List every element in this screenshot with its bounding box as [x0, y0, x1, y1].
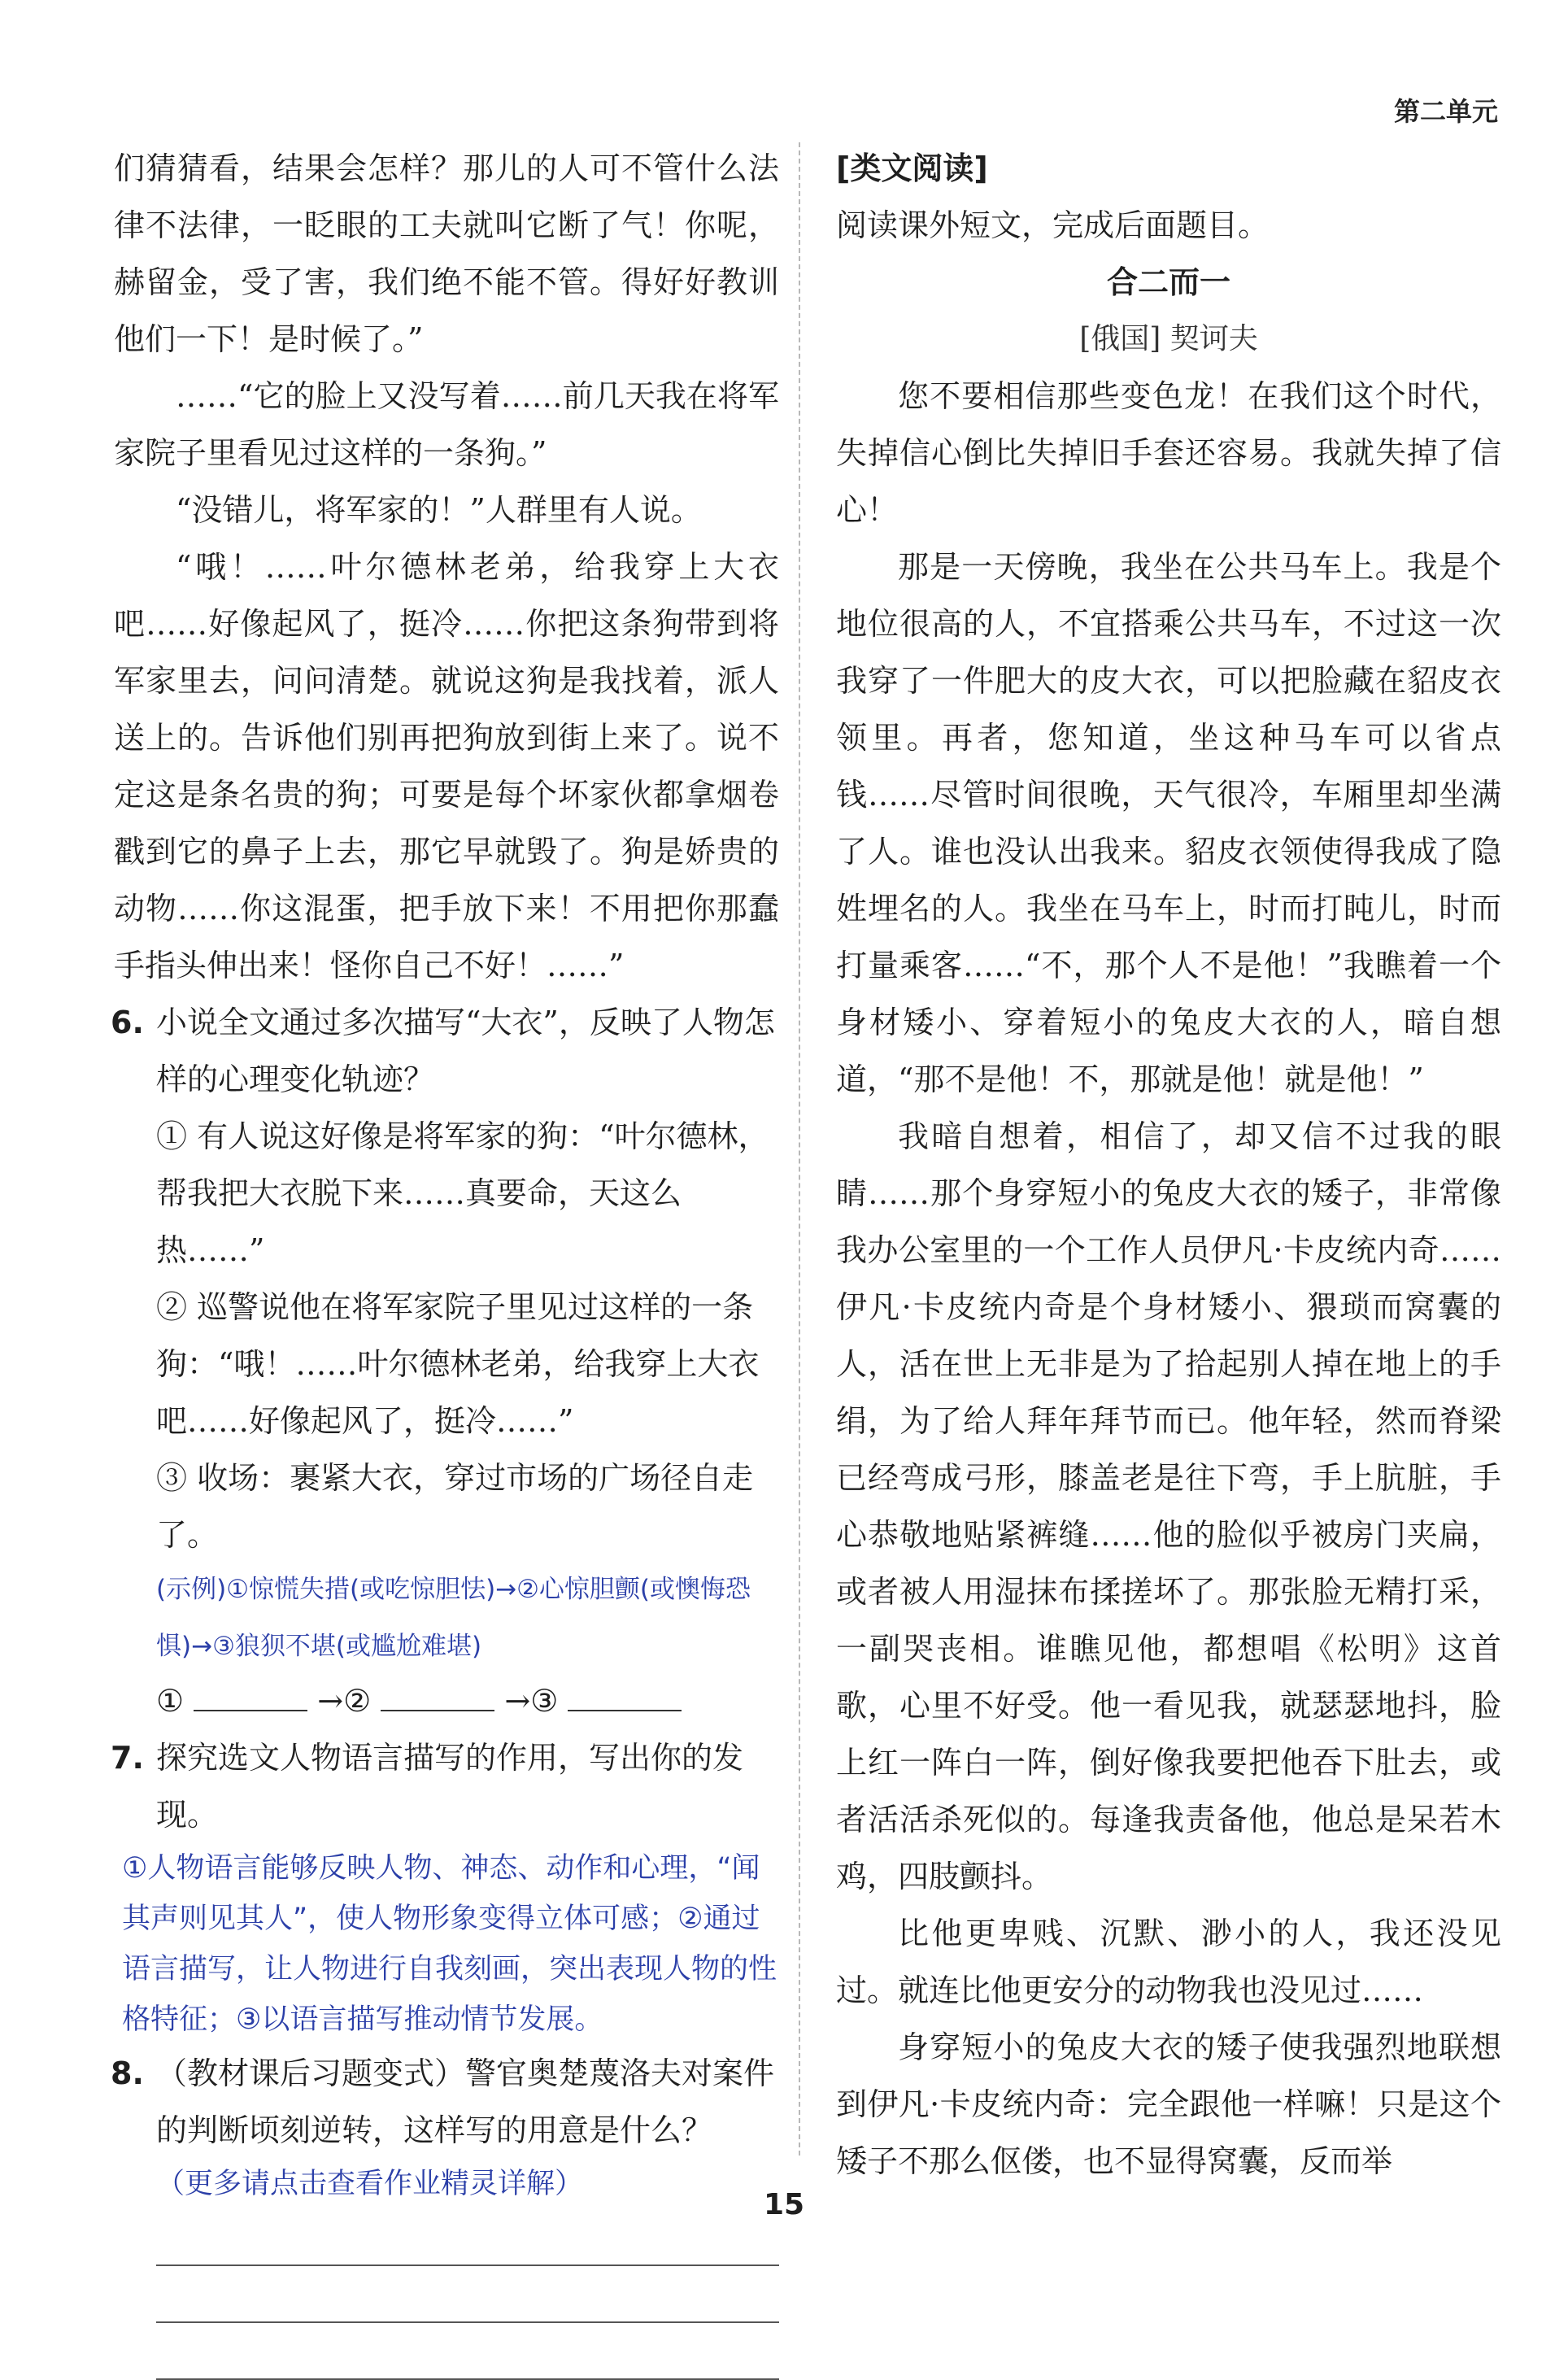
question-text: 小说全文通过多次描写“大衣”，反映了人物怎样的心理变化轨迹？: [156, 1005, 775, 1097]
article-paragraph: 那是一天傍晚，我坐在公共马车上。我是个地位很高的人，不宜搭乘公共马车，不过这一次我穿了一件肥大的皮大衣，可以把脸藏在貂皮衣领里。再者，您知道，坐这种马车可以省点钱……尽管时间很晚，天气很冷，车厢里却坐满了人。谁也没认出我来。貂皮衣领使得我成了隐姓埋名的人。我坐在马车上，时而打盹儿，时而打量乘客……“不，那个人不是他！”我瞧着一个身材矮小、穿着短小的兔皮大衣的人，暗自想道，“那不是他！不，那就是他！就是他！”: [836, 549, 1501, 1097]
story-paragraph: “没错儿，将军家的！”人群里有人说。: [176, 492, 702, 528]
article-paragraph: 您不要相信那些变色龙！在我们这个时代，失掉信心倒比失掉旧手套还容易。我就失掉了信心！: [836, 378, 1501, 528]
blank-label-1: ①: [156, 1683, 185, 1719]
left-column: [111, 140, 779, 2380]
article-title: 合二而一: [1106, 264, 1230, 300]
story-paragraph: ……“它的脸上又没写着……前几天我在将军家院子里看见过这样的一条狗。”: [114, 378, 779, 471]
question-text: 探究选文人物语言描写的作用，写出你的发现。: [156, 1740, 744, 1833]
column-divider: [799, 142, 800, 2156]
answer-7: ①人物语言能够反映人物、神态、动作和心理，“闻其声则见其人”，使人物形象变得立体可感；②通过语言描写，让人物进行自我刻画，突出表现人物的性格特征；③以语言描写推动情节发展。: [122, 1852, 777, 2036]
option-1: ① 有人说这好像是将军家的狗：“叶尔德林，帮我把大衣脱下来……真要命，天这么热……”: [156, 1118, 769, 1268]
option-2: ② 巡警说他在将军家院子里见过这样的一条狗：“哦！……叶尔德林老弟，给我穿上大衣吧……好像起风了，挺冷……”: [156, 1289, 760, 1439]
article-paragraph: 身穿短小的兔皮大衣的矮子使我强烈地联想到伊凡·卡皮统内奇：完全跟他一样嘛！只是这个矮子不那么伛偻，也不显得窝囊，反而举: [836, 2029, 1501, 2179]
story-paragraph: 们猜猜看，结果会怎样？那儿的人可不管什么法律不法律，一眨眼的工夫就叫它断了气！你呢，赫留金，受了害，我们绝不能不管。得好好教训他们一下！是时候了。”: [114, 150, 779, 357]
unit-label: 第二单元: [1393, 96, 1498, 127]
question-number: 8.: [111, 2055, 144, 2091]
story-paragraph: “哦！……叶尔德林老弟，给我穿上大衣吧……好像起风了，挺冷……你把这条狗带到将军家里去，问问清楚。就说这狗是我找着，派人送上的。告诉他们别再把狗放到街上来了。说不定这是条名贵的狗；可要是每个坏家伙都拿烟卷戳到它的鼻子上去，那它早就毁了。狗是娇贵的动物……你这混蛋，把手放下来！不用把你那蠢手指头伸出来！怪你自己不好！……”: [114, 549, 779, 983]
instruction: 阅读课外短文，完成后面题目。: [836, 207, 1270, 243]
page-number: 15: [763, 2188, 805, 2221]
question-text: （教材课后习题变式）警官奥楚蔑洛夫对案件的判断顷刻逆转，这样写的用意是什么？: [156, 2055, 775, 2148]
blank-3[interactable]: [568, 1672, 682, 1711]
answer-8: （更多请点击查看作业精灵详解）: [156, 2168, 584, 2200]
section-tag: [类文阅读]: [836, 150, 988, 186]
article-paragraph: 比他更卑贱、沉默、渺小的人，我还没见过。就连比他更安分的动物我也没见过……: [836, 1916, 1501, 2008]
blank-1[interactable]: [194, 1672, 307, 1711]
answer-blanks: [114, 1672, 779, 1729]
question-number: 6.: [111, 1005, 144, 1040]
blank-label-2: →②: [317, 1683, 372, 1719]
answer-line[interactable]: [156, 2266, 779, 2323]
answer-6: (示例)①惊慌失措(或吃惊胆怯)→②心惊胆颤(或懊悔恐惧)→③狼狈不堪(或尴尬难堪): [156, 1575, 751, 1661]
article-author: [俄国] 契诃夫: [1079, 322, 1258, 355]
blank-label-3: →③: [504, 1683, 559, 1719]
option-3: [114, 1449, 779, 1563]
answer-line[interactable]: [156, 2323, 779, 2380]
question-6: [111, 994, 779, 1108]
blank-2[interactable]: [381, 1672, 494, 1711]
right-column: [836, 140, 1501, 2190]
question-number: 7.: [111, 1740, 144, 1776]
question-8: [111, 2045, 779, 2159]
article-paragraph: 我暗自想着，相信了，却又信不过我的眼睛……那个身穿短小的兔皮大衣的矮子，非常像我办公室里的一个工作人员伊凡·卡皮统内奇……伊凡·卡皮统内奇是个身材矮小、猥琐而窝囊的人，活在世上无非是为了拾起别人掉在地上的手绢，为了给人拜年拜节而已。他年轻，然而脊梁已经弯成弓形，膝盖老是往下弯，手上肮脏，手心恭敬地贴紧裤缝……他的脸似乎被房门夹扁，或者被人用湿抹布揉搓坏了。那张脸无精打采，一副哭丧相。谁瞧见他，都想唱《松明》这首歌，心里不好受。他一看见我，就瑟瑟地抖，脸上红一阵白一阵，倒好像我要把他吞下肚去，或者活活杀死似的。每逢我责备他，他总是呆若木鸡，四肢颤抖。: [836, 1118, 1501, 1894]
option-3-text: ③ 收场：裹紧大衣，穿过市场的广场径自走了。: [156, 1460, 754, 1553]
answer-6-line: [114, 1558, 779, 1672]
question-7: [111, 1729, 779, 1843]
